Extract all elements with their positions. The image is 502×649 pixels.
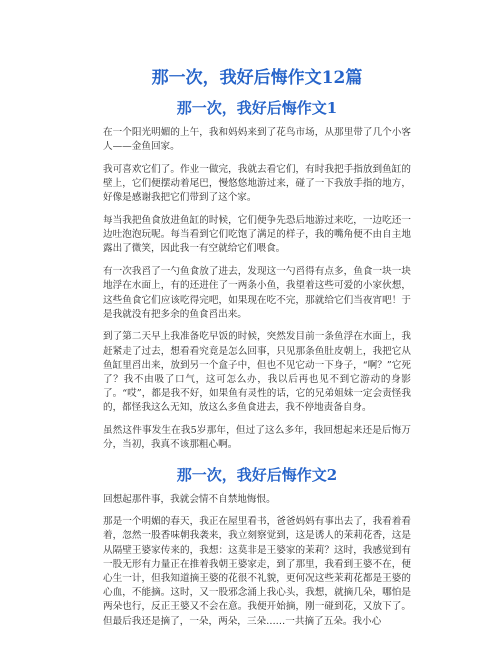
paragraph: 虽然这件事发生在我5岁那年，但过了这么多年，我回想起来还是后悔万分，当初，我真不该那粗心啊。	[103, 425, 411, 451]
paragraph: 在一个阳光明媚的上午，我和妈妈来到了花鸟市场，从那里带了几个小客人——金鱼回家。	[103, 127, 411, 153]
paragraph: 到了第二天早上我准备吃早饭的时候，突然发目前一条鱼浮在水面上，我赶紧走了过去，想看看究竟是怎么回事，只见那条鱼肚皮朝上，我把它从鱼缸里舀出来，放到另一个盒子中，但也不见它动一下身子，“啊？”它死了？我不由吸了口气，这可怎么办，我以后再也见不到它游动的身影了。“哎”，都是我不好，如果鱼有灵性的话，它的兄弟姐妹一定会责怪我的，都怪我这么无知，放这么多鱼食进去，我不停地责备自身。	[103, 331, 411, 414]
paragraph: 有一次我舀了一勺鱼食放了进去，发现这一勺舀得有点多，鱼食一块一块地浮在水面上，有的还进住了一两条小鱼，我望着这些可爱的小家伙想，这些鱼食它们应该吃得完吧，如果现在吃不完，那就给它们当夜宵吧！于是我就没有把多余的鱼食舀出来。	[103, 266, 411, 320]
paragraph: 我可喜欢它们了。作业一做完，我就去看它们，有时我把手指放到鱼缸的壁上，它们便摆动着尾巴，慢悠悠地游过来，碰了一下我放手指的地方，好像是感谢我把它们带到了这个家。	[103, 163, 411, 204]
paragraph: 每当我把鱼食放进鱼缸的时候，它们便争先恐后地游过来吃，一边吃还一边吐泡泡玩呢。每当看到它们吃饱了满足的样子，我的嘴角便不由自主地露出了微笑，因此我一有空就给它们喂食。	[103, 215, 411, 255]
document-title: 那一次，我好后悔作文12篇	[151, 68, 363, 88]
section-heading: 那一次，我好后悔作文2	[176, 465, 338, 484]
paragraph: 那是一个明媚的春天，我正在屋里看书，爸爸妈妈有事出去了，我看着看着，忽然一股香味朝我袭来，我立刻察觉到，这是诱人的茉莉花香，这是从隔壁王婆家传来的，我想：这莫非是王婆家的茉莉？这时，我感觉到有一股无形有力量正在推着我朝王婆家走，到了那里，我看到王婆不在，便心生一计，但我知道摘王婆的花很不礼貌，更何况这些茉莉花都是王婆的心血，不能摘。这时，又一股邪念涌上我心头，我想，就摘几朵，哪怕是两朵也行，反正王婆又不会在意。我便开始摘，刚一碰到花，又放下了。但最后我还是摘了，一朵，两朵，三朵……一共摘了五朵。我小心	[103, 516, 411, 627]
paragraph: 回想起那件事，我就会情不自禁地悔恨。	[103, 493, 276, 505]
section-heading: 那一次，我好后悔作文1	[176, 99, 338, 117]
